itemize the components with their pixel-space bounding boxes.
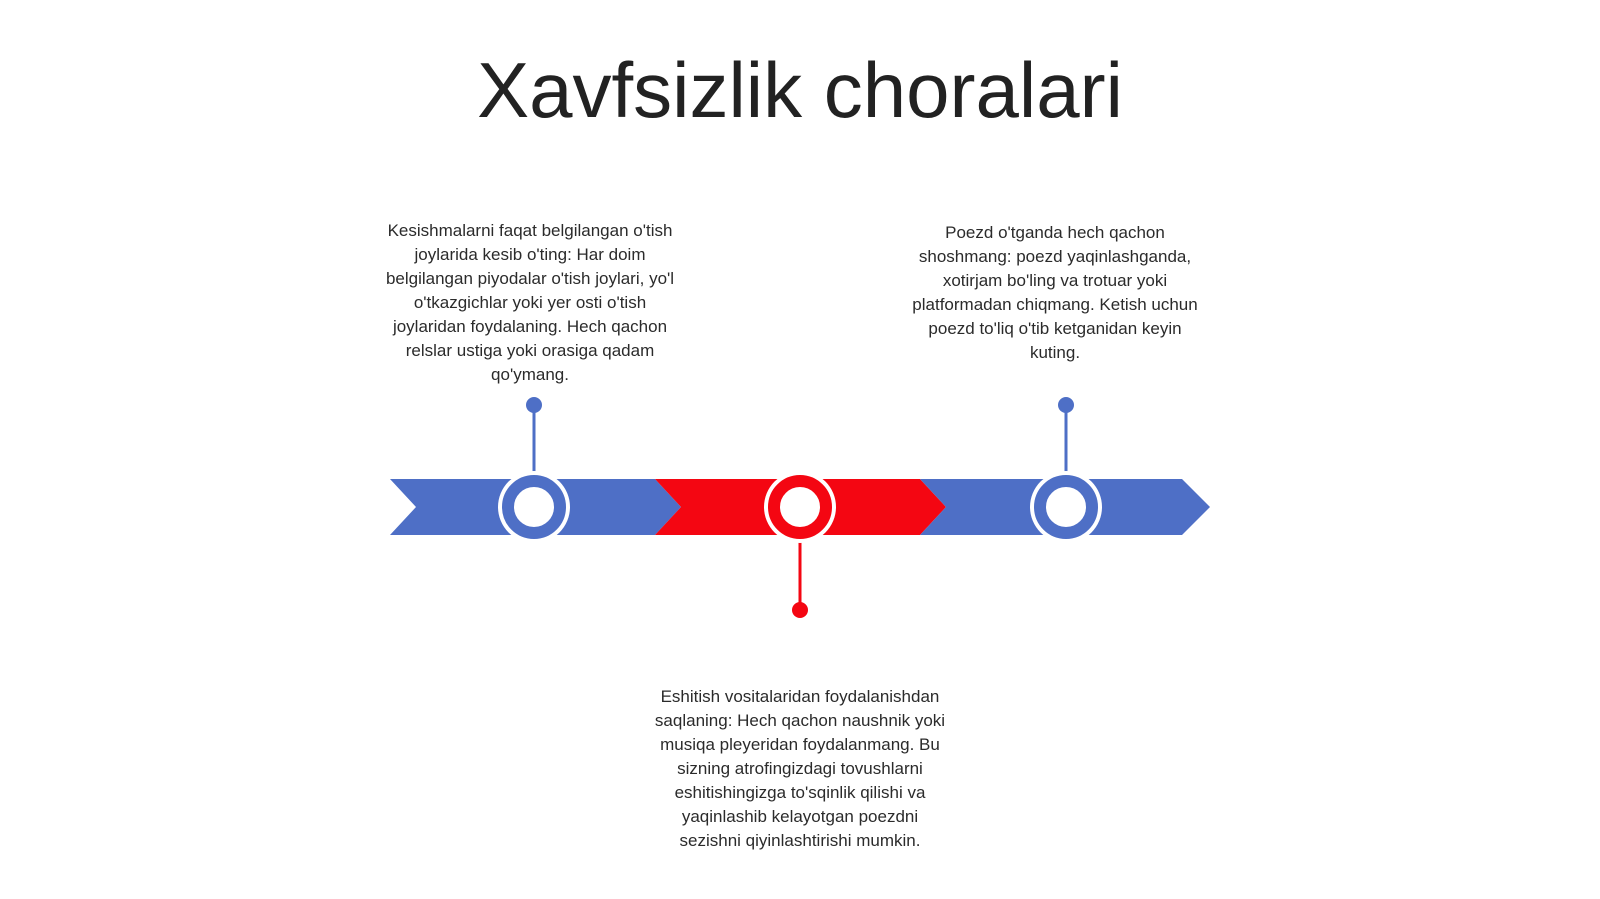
milestone-2-text: Eshitish vositalaridan foydalanishdan saqlaning: Hech qachon naushnik yoki musiqa pleyeridan foydalanmang. Bu sizning atrofingizdagi tovushlarni eshitishingizga to'sqinlik qilishi va yaqinlashib kelayotgan poezdni sezishni qiyinlashtirishi mumkin.: [654, 687, 946, 850]
milestone-3-ring: [1040, 481, 1092, 533]
milestone-2-dot: [792, 602, 808, 618]
milestone-1-dot: [526, 397, 542, 413]
milestone-3-text: Poezd o'tganda hech qachon shoshmang: poezd yaqinlashganda, xotirjam bo'ling va trotuar yoki platformadan chiqmang. Ketish uchun poezd to'liq o'tib ketganidan keyin kuting.: [912, 223, 1198, 362]
milestone-3-dot: [1058, 397, 1074, 413]
milestone-2-ring: [774, 481, 826, 533]
milestone-1-ring: [508, 481, 560, 533]
milestone-1-marker: [498, 397, 570, 543]
milestone-1-text: Kesishmalarni faqat belgilangan o'tish joylarida kesib o'ting: Har doim belgilangan piyodalar o'tish joylari, yo'l o'tkazgichlar yoki yer osti o'tish joylaridan foydalaning. Hech qachon relslar ustiga yoki orasiga qadam qo'ymang.: [385, 221, 675, 384]
milestone-2-marker: [764, 471, 836, 618]
slide-title: Xavfsizlik choralari: [477, 46, 1123, 134]
milestone-3-marker: [1030, 397, 1102, 543]
